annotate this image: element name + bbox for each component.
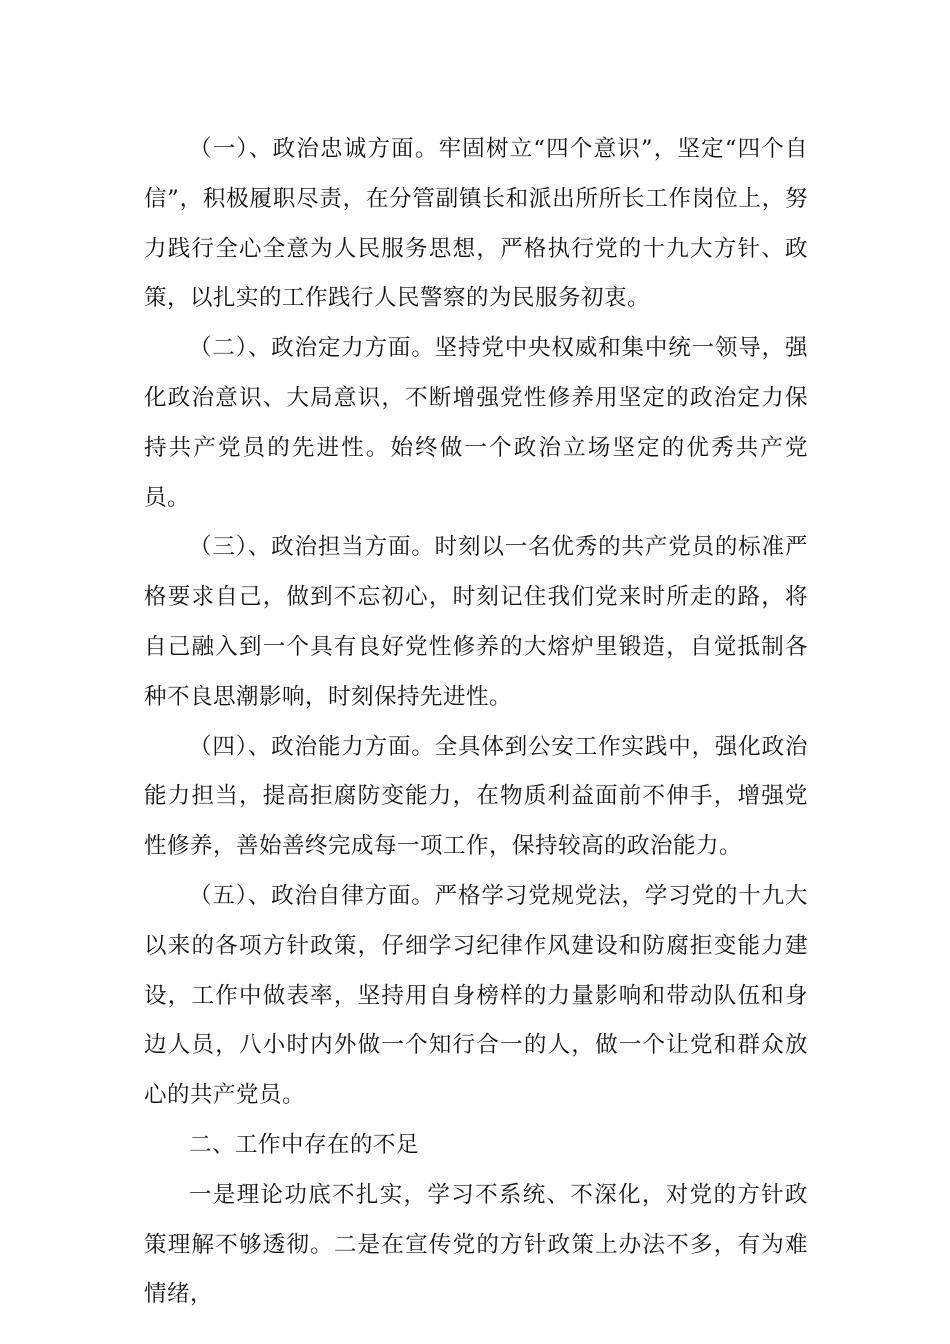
section-heading-shortcomings: 二、工作中存在的不足: [189, 1131, 420, 1158]
document-body: [144, 125, 808, 1320]
paragraph-political-resolve: （二）、政治定力方面。坚持党中央权威和集中统一领导，强化政治意识、大局意识，不断增强党性修养用坚定的政治定力保持共产党员的先进性。始终做一个政治立场坚定的优秀共产党员。: [144, 335, 808, 511]
paragraph-shortcomings: 一是理论功底不扎实，学习不系统、不深化，对党的方针政策理解不够透彻。二是在宣传党的方针政策上办法不多，有为难情绪，: [144, 1181, 808, 1308]
paragraph-political-responsibility: （三）、政治担当方面。时刻以一名优秀的共产党员的标准严格要求自己，做到不忘初心，时刻记住我们党来时所走的路，将自己融入到一个具有良好党性修养的大熔炉里锻造，自觉抵制各种不良思潮影响，时刻保持先进性。: [144, 534, 808, 710]
paragraph-political-capability: （四）、政治能力方面。全具体到公安工作实践中，强化政治能力担当，提高拒腐防变能力，在物质利益面前不伸手，增强党性修养，善始善终完成每一项工作，保持较高的政治能力。: [144, 733, 808, 860]
paragraph-political-loyalty: （一）、政治忠诚方面。牢固树立“四个意识”，坚定“四个自信”，积极履职尽责，在分管副镇长和派出所所长工作岗位上，努力践行全心全意为人民服务思想，严格执行党的十九大方针、政策，以扎实的工作践行人民警察的为民服务初衷。: [144, 136, 808, 312]
paragraph-political-self-discipline: （五）、政治自律方面。严格学习党规党法，学习党的十九大以来的各项方针政策，仔细学习纪律作风建设和防腐拒变能力建设，工作中做表率，坚持用自身榜样的力量影响和带动队伍和身边人员，八小时内外做一个知行合一的人，做一个让党和群众放心的共产党员。: [144, 882, 808, 1109]
